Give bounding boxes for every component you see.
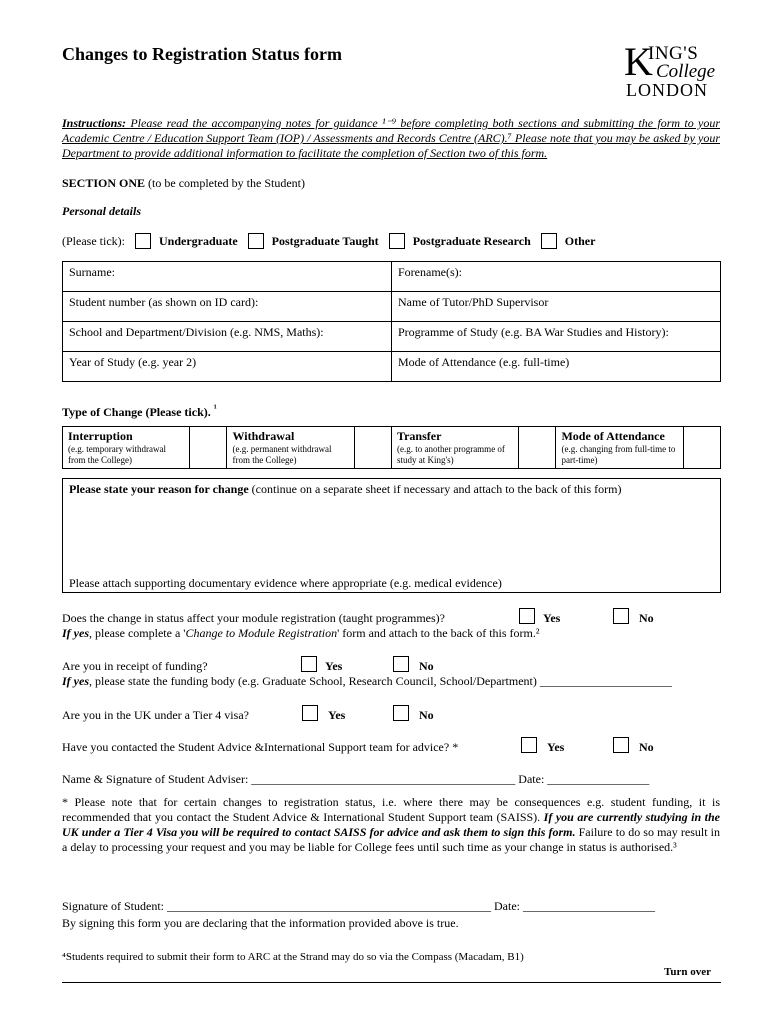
declaration: By signing this form you are declaring that the information provided above is true.	[62, 916, 459, 930]
student-type-row	[62, 232, 742, 250]
tier4-yes-label: Yes	[328, 708, 346, 722]
advice-question: Have you contacted the Student Advice &International Support team for advice? *	[62, 740, 459, 754]
section-one-heading: SECTION ONE (to be completed by the Student)	[62, 176, 305, 190]
tier4-yes-checkbox[interactable]	[302, 705, 318, 721]
checkbox-withdrawal[interactable]	[354, 427, 391, 469]
module-yes-label: Yes	[543, 611, 561, 625]
option-withdrawal: Withdrawal (e.g. permanent withdrawal from the College)	[227, 427, 354, 469]
tier4-no-label: No	[419, 708, 434, 722]
option-transfer: Transfer (e.g. to another programme of study at King's)	[391, 427, 518, 469]
reason-label: Please state your reason for change	[69, 482, 249, 496]
forename-field[interactable]: Forename(s):	[392, 262, 721, 292]
checkbox-transfer[interactable]	[519, 427, 556, 469]
instructions-text: Please read the accompanying notes for guidance ¹⁻⁹ before completing both sections and submitting the form to your Academic Centre / Education Support Team (IOP) / Assessments and Records Centre (ARC).⁷ Please note that you may be asked by your Department to provide additional information to facilitate the completion of Section two of this form.	[62, 116, 720, 160]
funding-if-yes: If yes, please state the funding body (e.g. Graduate School, Research Council, School/Department) ______________________	[62, 674, 672, 688]
advice-yes-checkbox[interactable]	[521, 737, 537, 753]
module-yes-checkbox[interactable]	[519, 608, 535, 624]
label-postgraduate-taught: Postgraduate Taught	[271, 233, 379, 248]
tick-prompt: (Please tick):	[62, 233, 125, 248]
funding-no-checkbox[interactable]	[393, 656, 409, 672]
reason-hint: (continue on a separate sheet if necessary and attach to the back of this form)	[248, 482, 622, 496]
evidence-note: Please attach supporting documentary evidence where appropriate (e.g. medical evidence)	[69, 576, 502, 590]
checkbox-other[interactable]	[541, 233, 557, 249]
module-question: Does the change in status affect your module registration (taught programmes)? If yes, please complete a 'Change to Module Registration' form and attach to the back of this form.²	[62, 611, 742, 641]
module-no-checkbox[interactable]	[613, 608, 629, 624]
checkbox-interruption[interactable]	[190, 427, 227, 469]
page-title: Changes to Registration Status form	[62, 44, 342, 64]
advice-yes-label: Yes	[547, 740, 565, 754]
option-interruption: Interruption (e.g. temporary withdrawal from the College)	[63, 427, 190, 469]
option-mode-of-attendance: Mode of Attendance (e.g. changing from full-time to part-time)	[556, 427, 683, 469]
department-field[interactable]: School and Department/Division (e.g. NMS, Maths):	[63, 322, 392, 352]
kings-college-london-logo: K ING'S College LONDON	[624, 39, 716, 100]
student-number-field[interactable]: Student number (as shown on ID card):	[63, 292, 392, 322]
label-undergraduate: Undergraduate	[158, 233, 238, 248]
funding-yes-checkbox[interactable]	[301, 656, 317, 672]
advice-no-checkbox[interactable]	[613, 737, 629, 753]
footnote: ⁴Students required to submit their form to ARC at the Strand may do so via the Compass (Macadam, B1)	[62, 951, 524, 963]
turn-over: Turn over	[664, 966, 711, 978]
checkbox-postgraduate-taught[interactable]	[248, 233, 264, 249]
checkbox-postgraduate-research[interactable]	[389, 233, 405, 249]
funding-yes-label: Yes	[325, 659, 343, 673]
instructions	[62, 116, 720, 161]
bottom-rule	[62, 982, 721, 983]
personal-details-table	[62, 261, 721, 382]
type-of-change-table	[62, 426, 721, 469]
programme-field[interactable]: Programme of Study (e.g. BA War Studies and History):	[392, 322, 721, 352]
label-other: Other	[564, 233, 596, 248]
module-no-label: No	[639, 611, 654, 625]
tutor-field[interactable]: Name of Tutor/PhD Supervisor	[392, 292, 721, 322]
checkbox-undergraduate[interactable]	[135, 233, 151, 249]
funding-question: Are you in receipt of funding? If yes, please state the funding body (e.g. Graduate School, Research Council, School/Department) ______________________	[62, 659, 742, 689]
tier4-no-checkbox[interactable]	[393, 705, 409, 721]
module-if-yes: If yes, please complete a 'Change to Module Registration' form and attach to the back of this form.²	[62, 626, 540, 640]
saiss-note: * Please note that for certain changes to registration status, i.e. where there may be consequences e.g. student funding, it is recommended that you contact the Student Advice & International Student Support team (SAISS). If you are currently studying in the UK under a Tier 4 Visa you will be required to contact SAISS for advice and ask them to sign this form. Failure to do so may result in a delay to processing your request and you may be liable for College fees until such time as your change in status is authorised.³	[62, 795, 720, 854]
checkbox-mode-of-attendance[interactable]	[683, 427, 720, 469]
personal-details-heading: Personal details	[62, 204, 142, 218]
adviser-signature-line[interactable]: Name & Signature of Student Adviser: ____________________________________________ Date: _________________	[62, 772, 650, 786]
reason-for-change-box[interactable]	[62, 478, 721, 593]
surname-field[interactable]: Surname:	[63, 262, 392, 292]
type-of-change-heading: Type of Change (Please tick). $^{^1}$	[62, 403, 217, 419]
funding-no-label: No	[419, 659, 434, 673]
label-postgraduate-research: Postgraduate Research	[412, 233, 531, 248]
mode-of-attendance-field[interactable]: Mode of Attendance (e.g. full-time)	[392, 352, 721, 382]
instructions-label: Instructions:	[62, 116, 127, 130]
advice-no-label: No	[639, 740, 654, 754]
year-of-study-field[interactable]: Year of Study (e.g. year 2)	[63, 352, 392, 382]
tier4-question: Are you in the UK under a Tier 4 visa?	[62, 708, 249, 722]
student-signature-line[interactable]: Signature of Student: ______________________________________________________ Date: ______________________	[62, 899, 655, 913]
